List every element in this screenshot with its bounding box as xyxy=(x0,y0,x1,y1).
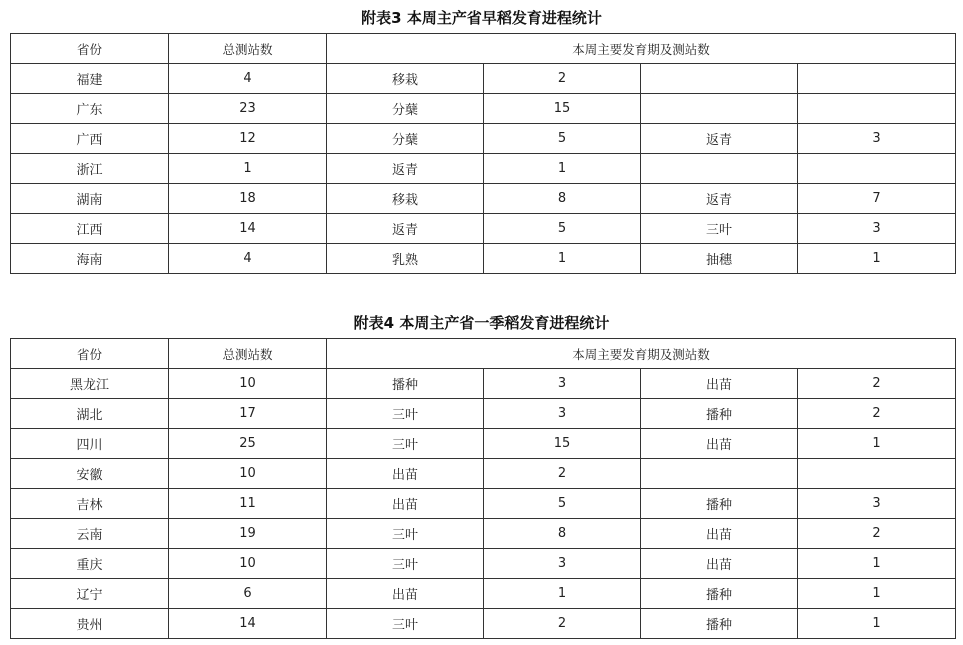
stage2-name-cell: 播种 xyxy=(641,489,798,519)
province-cell: 四川 xyxy=(11,429,169,459)
province-cell: 江西 xyxy=(11,214,169,244)
header-province: 省份 xyxy=(11,34,169,64)
stage2-name-cell: 出苗 xyxy=(641,429,798,459)
total-stations-cell: 12 xyxy=(169,124,327,154)
table-row xyxy=(11,579,956,609)
total-stations-cell: 10 xyxy=(169,459,327,489)
stage1-count-cell: 5 xyxy=(484,214,641,244)
stage2-count-cell: 1 xyxy=(798,549,956,579)
stage1-name-cell: 出苗 xyxy=(327,489,484,519)
stage1-count-cell: 1 xyxy=(484,154,641,184)
table-row xyxy=(11,459,956,489)
table4-body xyxy=(11,369,956,639)
table-row xyxy=(11,244,956,274)
table-header-row xyxy=(11,339,956,369)
total-stations-cell: 4 xyxy=(169,64,327,94)
stage2-name-cell: 出苗 xyxy=(641,519,798,549)
stage1-name-cell: 移栽 xyxy=(327,64,484,94)
table-header-row xyxy=(11,34,956,64)
stage1-count-cell: 15 xyxy=(484,94,641,124)
stage1-name-cell: 移栽 xyxy=(327,184,484,214)
stage1-name-cell: 三叶 xyxy=(327,549,484,579)
total-stations-cell: 25 xyxy=(169,429,327,459)
stage1-name-cell: 三叶 xyxy=(327,519,484,549)
total-stations-cell: 6 xyxy=(169,579,327,609)
stage1-count-cell: 3 xyxy=(484,369,641,399)
province-cell: 黑龙江 xyxy=(11,369,169,399)
table-row xyxy=(11,519,956,549)
stage1-count-cell: 5 xyxy=(484,489,641,519)
stage2-count-cell: 3 xyxy=(798,489,956,519)
stage2-count-cell xyxy=(798,459,956,489)
total-stations-cell: 14 xyxy=(169,214,327,244)
header-total-stations: 总测站数 xyxy=(169,34,327,64)
table-row xyxy=(11,184,956,214)
stage2-count-cell xyxy=(798,94,956,124)
stage2-count-cell: 2 xyxy=(798,399,956,429)
stage1-count-cell: 1 xyxy=(484,579,641,609)
stage1-count-cell: 8 xyxy=(484,184,641,214)
header-stages: 本周主要发育期及测站数 xyxy=(327,34,956,64)
stage2-name-cell: 返青 xyxy=(641,124,798,154)
stage2-name-cell xyxy=(641,459,798,489)
total-stations-cell: 17 xyxy=(169,399,327,429)
stage1-count-cell: 2 xyxy=(484,459,641,489)
stage2-count-cell: 7 xyxy=(798,184,956,214)
total-stations-cell: 10 xyxy=(169,369,327,399)
stage1-name-cell: 播种 xyxy=(327,369,484,399)
province-cell: 贵州 xyxy=(11,609,169,639)
table-row xyxy=(11,154,956,184)
table3-caption: 附表3 本周主产省早稻发育进程统计 xyxy=(361,9,602,27)
single-season-rice-table xyxy=(10,338,956,639)
table-row xyxy=(11,489,956,519)
stage2-count-cell: 1 xyxy=(798,429,956,459)
table-row xyxy=(11,609,956,639)
total-stations-cell: 11 xyxy=(169,489,327,519)
stage1-count-cell: 2 xyxy=(484,609,641,639)
province-cell: 海南 xyxy=(11,244,169,274)
table-row xyxy=(11,94,956,124)
stage2-count-cell xyxy=(798,154,956,184)
stage2-count-cell: 3 xyxy=(798,214,956,244)
stage2-count-cell: 1 xyxy=(798,579,956,609)
stage1-count-cell: 15 xyxy=(484,429,641,459)
total-stations-cell: 14 xyxy=(169,609,327,639)
stage1-count-cell: 1 xyxy=(484,244,641,274)
header-province: 省份 xyxy=(11,339,169,369)
table-row xyxy=(11,64,956,94)
stage1-name-cell: 出苗 xyxy=(327,459,484,489)
stage1-name-cell: 分蘖 xyxy=(327,124,484,154)
header-stages: 本周主要发育期及测站数 xyxy=(327,339,956,369)
province-cell: 湖北 xyxy=(11,399,169,429)
stage1-count-cell: 2 xyxy=(484,64,641,94)
table-row xyxy=(11,429,956,459)
table4-caption: 附表4 本周主产省一季稻发育进程统计 xyxy=(353,314,610,332)
table-row xyxy=(11,369,956,399)
table-row xyxy=(11,214,956,244)
stage2-count-cell: 3 xyxy=(798,124,956,154)
table-row xyxy=(11,124,956,154)
total-stations-cell: 4 xyxy=(169,244,327,274)
stage1-count-cell: 5 xyxy=(484,124,641,154)
province-cell: 辽宁 xyxy=(11,579,169,609)
stage2-name-cell xyxy=(641,154,798,184)
stage1-name-cell: 三叶 xyxy=(327,429,484,459)
province-cell: 云南 xyxy=(11,519,169,549)
stage1-name-cell: 乳熟 xyxy=(327,244,484,274)
stage2-name-cell: 返青 xyxy=(641,184,798,214)
stage1-name-cell: 出苗 xyxy=(327,579,484,609)
stage1-count-cell: 8 xyxy=(484,519,641,549)
table-row xyxy=(11,549,956,579)
province-cell: 福建 xyxy=(11,64,169,94)
total-stations-cell: 19 xyxy=(169,519,327,549)
stage2-count-cell: 1 xyxy=(798,609,956,639)
stage2-count-cell: 2 xyxy=(798,369,956,399)
stage1-name-cell: 返青 xyxy=(327,154,484,184)
stage2-name-cell: 抽穗 xyxy=(641,244,798,274)
stage1-name-cell: 返青 xyxy=(327,214,484,244)
stage1-name-cell: 三叶 xyxy=(327,399,484,429)
stage2-name-cell xyxy=(641,64,798,94)
total-stations-cell: 23 xyxy=(169,94,327,124)
table3-body xyxy=(11,64,956,274)
stage2-count-cell xyxy=(798,64,956,94)
header-total-stations: 总测站数 xyxy=(169,339,327,369)
stage2-name-cell: 三叶 xyxy=(641,214,798,244)
province-cell: 安徽 xyxy=(11,459,169,489)
stage2-name-cell xyxy=(641,94,798,124)
stage2-name-cell: 播种 xyxy=(641,609,798,639)
stage2-name-cell: 播种 xyxy=(641,399,798,429)
stage1-count-cell: 3 xyxy=(484,399,641,429)
province-cell: 湖南 xyxy=(11,184,169,214)
stage1-count-cell: 3 xyxy=(484,549,641,579)
stage2-name-cell: 出苗 xyxy=(641,549,798,579)
province-cell: 吉林 xyxy=(11,489,169,519)
province-cell: 浙江 xyxy=(11,154,169,184)
stage2-count-cell: 2 xyxy=(798,519,956,549)
stage2-count-cell: 1 xyxy=(798,244,956,274)
province-cell: 重庆 xyxy=(11,549,169,579)
province-cell: 广东 xyxy=(11,94,169,124)
table-row xyxy=(11,399,956,429)
stage2-name-cell: 播种 xyxy=(641,579,798,609)
total-stations-cell: 18 xyxy=(169,184,327,214)
total-stations-cell: 10 xyxy=(169,549,327,579)
stage2-name-cell: 出苗 xyxy=(641,369,798,399)
total-stations-cell: 1 xyxy=(169,154,327,184)
province-cell: 广西 xyxy=(11,124,169,154)
stage1-name-cell: 三叶 xyxy=(327,609,484,639)
stage1-name-cell: 分蘖 xyxy=(327,94,484,124)
early-rice-table xyxy=(10,33,956,274)
